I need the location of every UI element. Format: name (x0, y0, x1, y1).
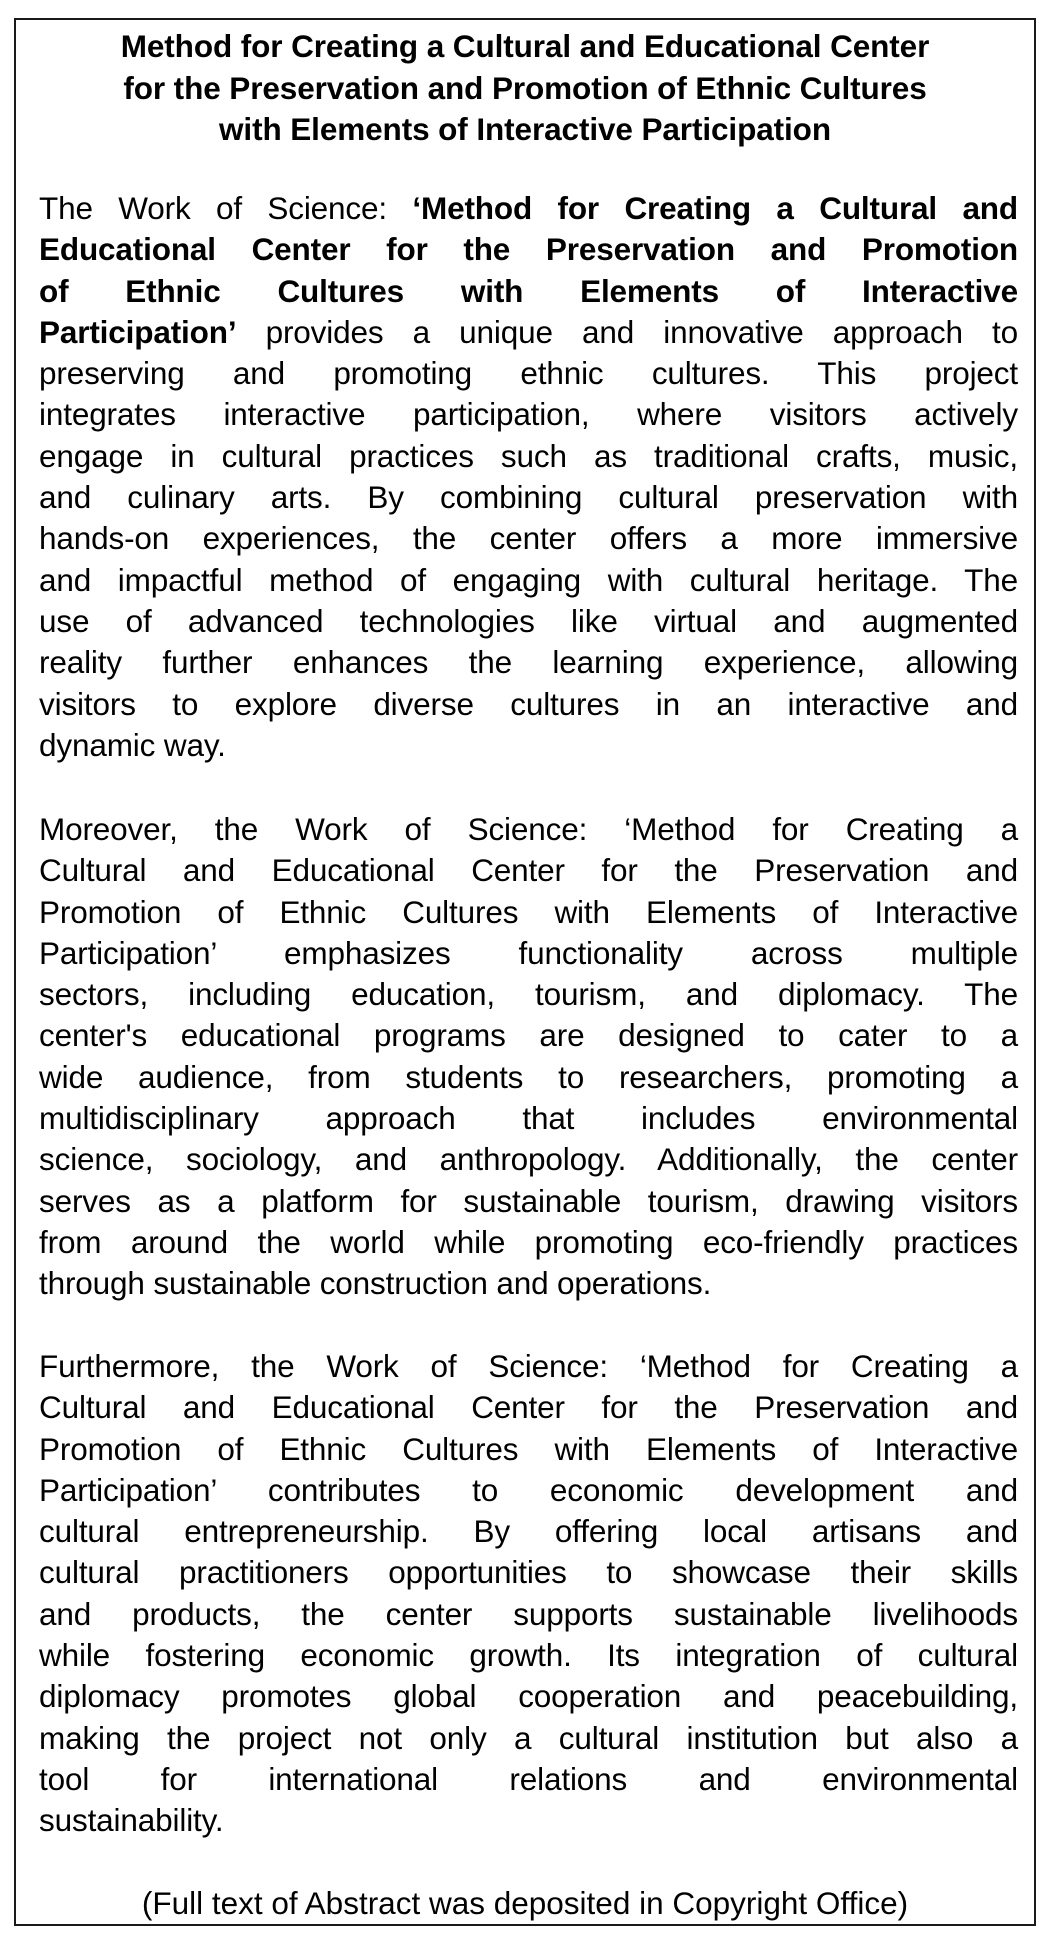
bold-work-title: of Ethnic Cultures with Elements of Interactive (39, 272, 1018, 309)
text-line (39, 188, 1018, 229)
paragraph-economic-development (39, 1346, 1018, 1842)
copyright-deposit-note: (Full text of Abstract was deposited in Copyright Office) (141, 1885, 909, 1921)
bold-work-title: Educational Center for the Preservation and Promotion (39, 231, 1018, 268)
title-line: Method for Creating a Cultural and Educational Center (120, 28, 930, 64)
text-line: hands-on experiences, the center offers a more immersive (39, 520, 1018, 557)
paragraph-introduction (39, 188, 1018, 766)
document-title (16, 26, 1034, 151)
bold-work-title: Participation’ (39, 313, 237, 350)
text-line: multidisciplinary approach that includes environmental (39, 1100, 1018, 1137)
text-line: Promotion of Ethnic Cultures with Elements of Interactive (39, 1430, 1018, 1467)
text-line: serves as a platform for sustainable tourism, drawing visitors (39, 1182, 1018, 1219)
text-line: sustainability. (39, 1802, 224, 1839)
title-line: with Elements of Interactive Participation (219, 111, 831, 147)
text-line: preserving and promoting ethnic cultures. This project (39, 355, 1018, 392)
text-line: Participation’ contributes to economic development and (39, 1471, 1018, 1508)
text-line: diplomacy promotes global cooperation and peacebuilding, (39, 1678, 1018, 1715)
text-line: center's educational programs are designed to cater to a (39, 1017, 1018, 1054)
text-line: engage in cultural practices such as traditional crafts, music, (39, 437, 1018, 474)
abstract-frame (14, 18, 1036, 1926)
text-line: integrates interactive participation, where visitors actively (39, 396, 1018, 433)
text-line: cultural entrepreneurship. By offering local artisans and (39, 1513, 1018, 1550)
text-line: Cultural and Educational Center for the Preservation and (39, 852, 1018, 889)
text-line: from around the world while promoting eco-friendly practices (39, 1223, 1018, 1260)
text-line: Cultural and Educational Center for the Preservation and (39, 1389, 1018, 1426)
title-line: for the Preservation and Promotion of Ethnic Cultures (123, 69, 927, 106)
intro-text: The Work of Science: (39, 190, 413, 226)
text-line: reality further enhances the learning experience, allowing (39, 644, 1018, 681)
text-line: Participation’ emphasizes functionality across multiple (39, 934, 1018, 971)
text-line: tool for international relations and environmental (39, 1760, 1018, 1797)
text-line: cultural practitioners opportunities to showcase their skills (39, 1554, 1018, 1591)
text-line: visitors to explore diverse cultures in an interactive and (39, 685, 1018, 722)
paragraph-functionality (39, 809, 1018, 1305)
text-line (39, 229, 1018, 270)
text-line: and products, the center supports sustainable livelihoods (39, 1595, 1018, 1632)
text-line: and impactful method of engaging with cultural heritage. The (39, 561, 1018, 598)
text-line: while fostering economic growth. Its integration of cultural (39, 1637, 1018, 1674)
body-text: provides a unique and innovative approach to (236, 313, 1018, 350)
text-line: wide audience, from students to researchers, promoting a (39, 1058, 1018, 1095)
text-line: use of advanced technologies like virtual and augmented (39, 602, 1018, 639)
text-line: sectors, including education, tourism, and diplomacy. The (39, 976, 1018, 1013)
text-line: Promotion of Ethnic Cultures with Elements of Interactive (39, 893, 1018, 930)
text-line: Moreover, the Work of Science: ‘Method for Creating a (39, 811, 1018, 847)
text-line (39, 312, 1018, 353)
text-line: and culinary arts. By combining cultural preservation with (39, 479, 1018, 516)
text-line: through sustainable construction and operations. (39, 1265, 712, 1302)
text-line (39, 271, 1018, 312)
text-line: making the project not only a cultural institution but also a (39, 1719, 1018, 1756)
bold-work-title: ‘Method for Creating a Cultural and (412, 190, 1018, 226)
text-line: science, sociology, and anthropology. Additionally, the center (39, 1141, 1018, 1178)
text-line: dynamic way. (39, 726, 226, 763)
text-line: Furthermore, the Work of Science: ‘Method for Creating a (39, 1348, 1018, 1384)
